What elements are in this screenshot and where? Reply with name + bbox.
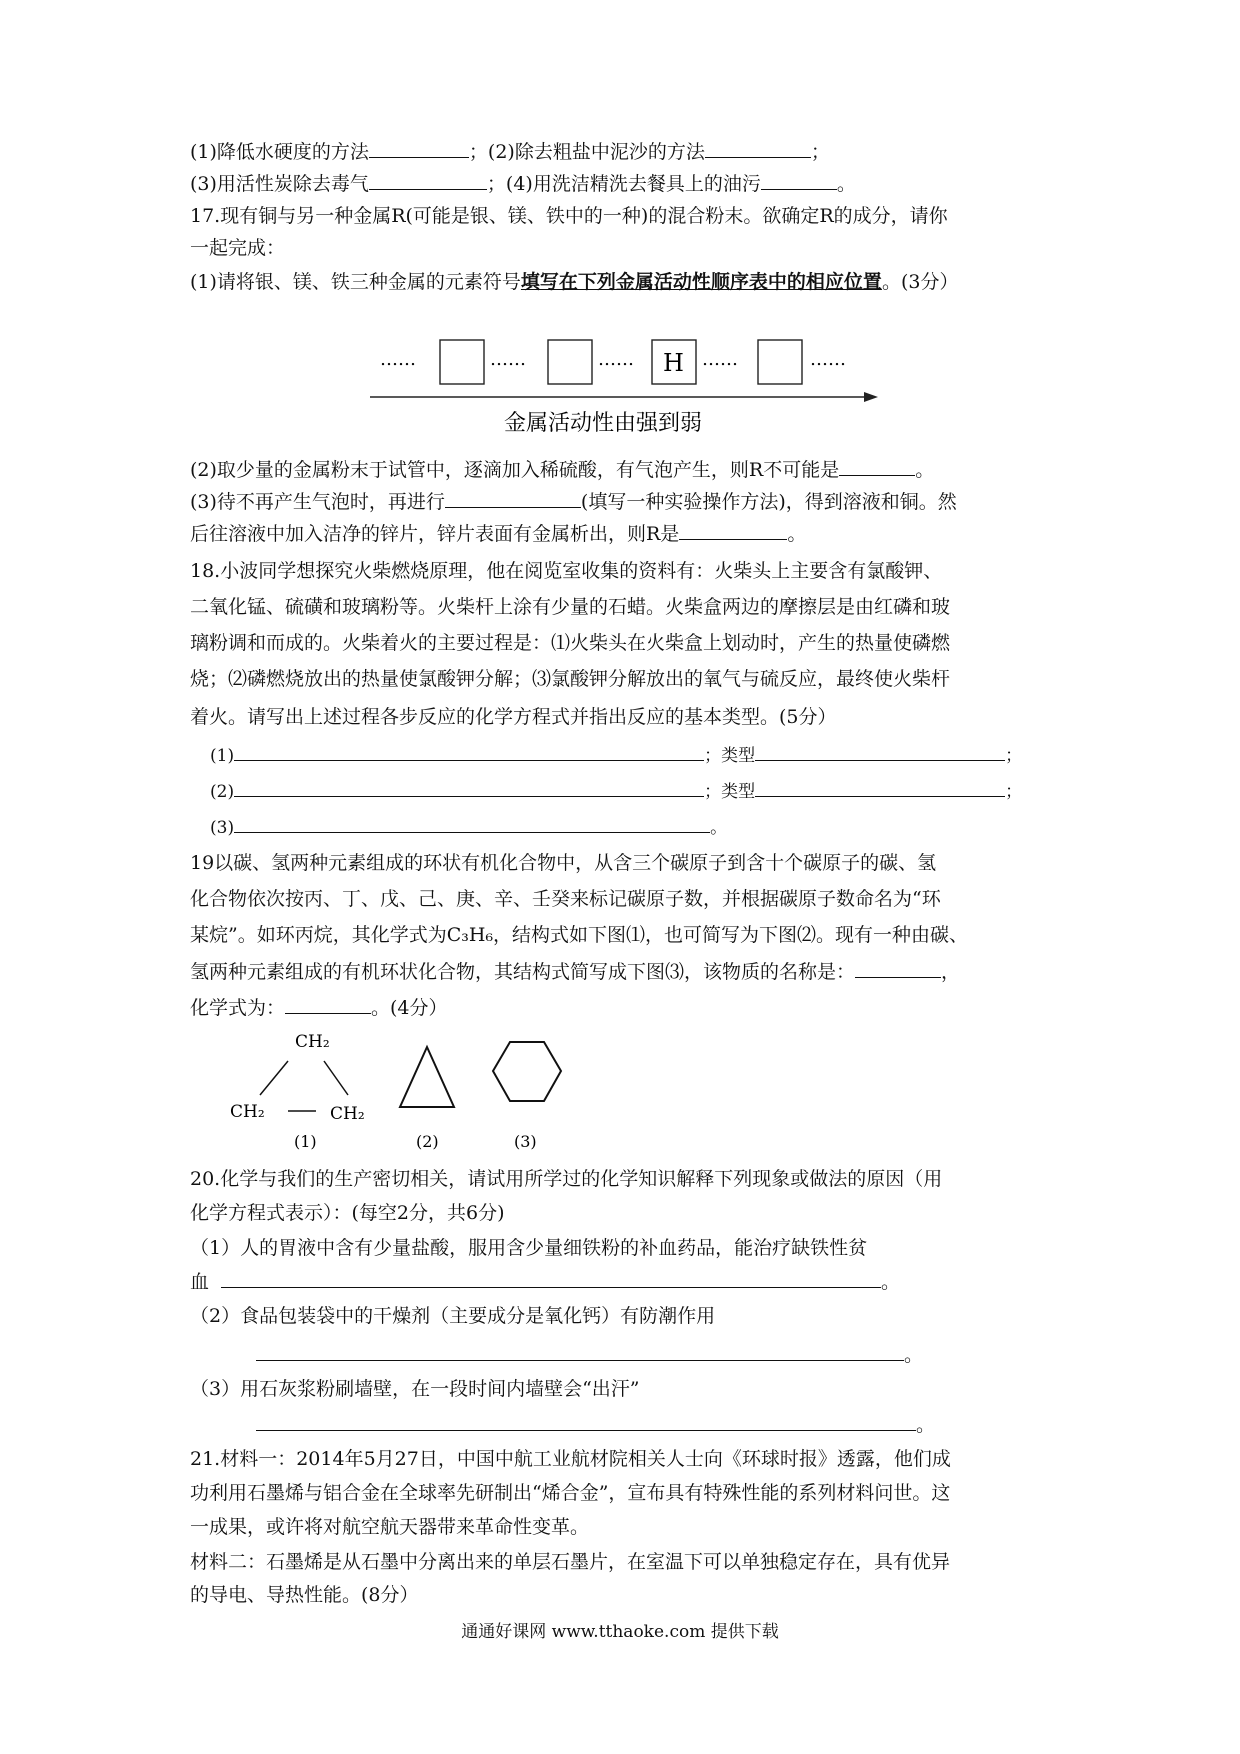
q18-line-3: 璃粉调和而成的。火柴着火的主要过程是：⑴火柴头在火柴盒上划动时，产生的热量使磷燃: [190, 632, 951, 654]
q20-sub-3: （3）用石灰浆粉刷墙壁，在一段时间内墙壁会“出汗”: [190, 1378, 640, 1400]
answer-blank[interactable]: [445, 487, 581, 508]
q20-line-1: 20.化学与我们的生产密切相关，请试用所学过的化学知识解释下列现象或做法的原因（用: [190, 1168, 943, 1190]
q19-line-5: 化学式为： 。(4分）: [190, 993, 448, 1023]
q16-item-4: ；(4)用洗洁精洗去餐具上的油污: [486, 173, 761, 195]
answer-blank[interactable]: [761, 169, 837, 190]
activity-series-svg: [370, 330, 890, 440]
q21-line-3: 一成果，或许将对航空航天器带来革命性变革。: [190, 1516, 590, 1538]
series-dots: ……: [490, 349, 526, 370]
q21-line-2: 功利用石墨烯与铝合金在全球率先研制出“烯合金”，宣布具有特殊性能的系列材料问世。这: [190, 1482, 951, 1504]
equation-blank[interactable]: [234, 740, 704, 761]
series-dots: ……: [810, 349, 846, 370]
series-dots: ……: [380, 349, 416, 370]
page-footer: 通通好课网 www.tthaoke.com 提供下载: [461, 1622, 779, 1642]
series-dots: ……: [702, 349, 738, 370]
equation-blank[interactable]: [256, 1340, 904, 1361]
cyclo-structures: [220, 1025, 640, 1150]
q20-sub-2: （2）食品包装袋中的干燥剂（主要成分是氧化钙）有防潮作用: [190, 1305, 716, 1327]
q18-answer-1: (1) ；类型 ；: [210, 740, 1022, 770]
equation-blank[interactable]: [234, 776, 704, 797]
caption-3: (3): [514, 1132, 537, 1150]
answer-blank[interactable]: [855, 957, 941, 978]
answer-blank[interactable]: [369, 137, 469, 158]
q18-line-1: 18.小波同学想探究火柴燃烧原理，他在阅览室收集的资料有：火柴头上主要含有氯酸钾、: [190, 560, 943, 582]
q21-line-4: 材料二：石墨烯是从石墨中分离出来的单层石墨片，在室温下可以单独稳定存在，具有优异: [190, 1551, 951, 1573]
answer-blank[interactable]: [369, 169, 487, 190]
answer-blank[interactable]: [285, 993, 371, 1014]
q16-item-1: (1)降低水硬度的方法: [190, 141, 369, 163]
q18-answer-3: (3) 。: [210, 812, 727, 842]
hydrogen-label: H: [663, 349, 684, 377]
q19-line-4: 氢两种元素组成的有机环状化合物，其结构式简写成下图⑶，该物质的名称是： ，: [190, 957, 960, 987]
q18-answer-2: (2) ；类型 ；: [210, 776, 1022, 806]
ch2-left-label: CH₂: [230, 1102, 265, 1122]
q17-intro-2: 一起完成：: [190, 237, 286, 259]
bond-right: [324, 1061, 348, 1095]
q16-line-1: (1)降低水硬度的方法 ；(2)除去粗盐中泥沙的方法 ；: [190, 137, 830, 167]
answer-box-1[interactable]: [440, 340, 484, 384]
q17-part-3: (3)待不再产生气泡时，再进行 (填写一种实验操作方法)，得到溶液和铜。然: [190, 487, 957, 517]
activity-series-diagram: [370, 330, 890, 440]
q21-line-1: 21.材料一：2014年5月27日，中国中航工业航材院相关人士向《环球时报》透露，他们成: [190, 1448, 951, 1470]
q16-line-2: (3)用活性炭除去毒气 ；(4)用洗洁精洗去餐具上的油污 。: [190, 169, 856, 199]
bond-left: [260, 1061, 288, 1095]
q17-part-1: (1)请将银、镁、铁三种金属的元素符号填写在下列金属活动性顺序表中的相应位置。(3分）: [190, 271, 959, 293]
answer-blank[interactable]: [705, 137, 811, 158]
q20-line-2: 化学方程式表示）：(每空2分，共6分): [190, 1202, 505, 1224]
arrow-head: [864, 392, 878, 402]
answer-box-3[interactable]: [758, 340, 802, 384]
q20-sub-2-answer: 。: [256, 1340, 923, 1370]
equation-blank[interactable]: [234, 812, 710, 833]
type-blank[interactable]: [755, 740, 1005, 761]
equation-blank[interactable]: [256, 1410, 916, 1431]
structures-svg: [220, 1025, 640, 1150]
equation-blank[interactable]: [221, 1267, 881, 1288]
caption-1: (1): [294, 1132, 317, 1150]
q20-sub-3-answer: 。: [256, 1410, 935, 1440]
hexagon-ring: [493, 1042, 561, 1101]
q21-line-5: 的导电、导热性能。(8分）: [190, 1584, 419, 1606]
answer-blank[interactable]: [679, 519, 787, 540]
ch2-top-label: CH₂: [295, 1032, 330, 1052]
q18-line-2: 二氧化锰、硫磺和玻璃粉等。火柴杆上涂有少量的石蜡。火柴盒两边的摩擦层是由红磷和玻: [190, 596, 951, 618]
answer-blank[interactable]: [839, 455, 915, 476]
q19-line-1: 19以碳、氢两种元素组成的环状有机化合物中，从含三个碳原子到含十个碳原子的碳、氢: [190, 852, 937, 874]
series-dots: ……: [598, 349, 634, 370]
q17-part-2: (2)取少量的金属粉末于试管中，逐滴加入稀硫酸，有气泡产生，则R不可能是 。: [190, 455, 934, 485]
q17-part-3-cont: 后往溶液中加入洁净的锌片，锌片表面有金属析出，则R是 。: [190, 519, 806, 549]
cyclopropane-triangle: [400, 1047, 454, 1107]
q20-sub-1: （1）人的胃液中含有少量盐酸，服用含少量细铁粉的补血药品，能治疗缺铁性贫: [190, 1237, 868, 1259]
ch2-right-label: CH₂: [330, 1104, 365, 1124]
q17-emphasis: 填写在下列金属活动性顺序表中的相应位置: [520, 271, 882, 293]
answer-box-2[interactable]: [548, 340, 592, 384]
caption-2: (2): [416, 1132, 439, 1150]
arrow-caption: 金属活动性由强到弱: [504, 411, 703, 436]
q18-line-5: 着火。请写出上述过程各步反应的化学方程式并指出反应的基本类型。(5分）: [190, 706, 837, 728]
q17-intro-1: 17.现有铜与另一种金属R(可能是银、镁、铁中的一种)的混合粉末。欲确定R的成分，请你: [190, 205, 948, 227]
type-blank[interactable]: [755, 776, 1005, 797]
q19-line-3: 某烷”。如环丙烷，其化学式为C₃H₆，结构式如下图⑴，也可简写为下图⑵。现有一种由碳、: [190, 924, 969, 946]
q18-line-4: 烧；⑵磷燃烧放出的热量使氯酸钾分解；⑶氯酸钾分解放出的氧气与硫反应，最终使火柴杆: [190, 668, 951, 690]
q16-item-3: (3)用活性炭除去毒气: [190, 173, 369, 195]
q16-item-2: ；(2)除去粗盐中泥沙的方法: [468, 141, 705, 163]
q20-sub-1-answer: 血 。: [190, 1267, 900, 1297]
q19-line-2: 化合物依次按丙、丁、戊、己、庚、辛、壬癸来标记碳原子数，并根据碳原子数命名为“环: [190, 888, 941, 910]
